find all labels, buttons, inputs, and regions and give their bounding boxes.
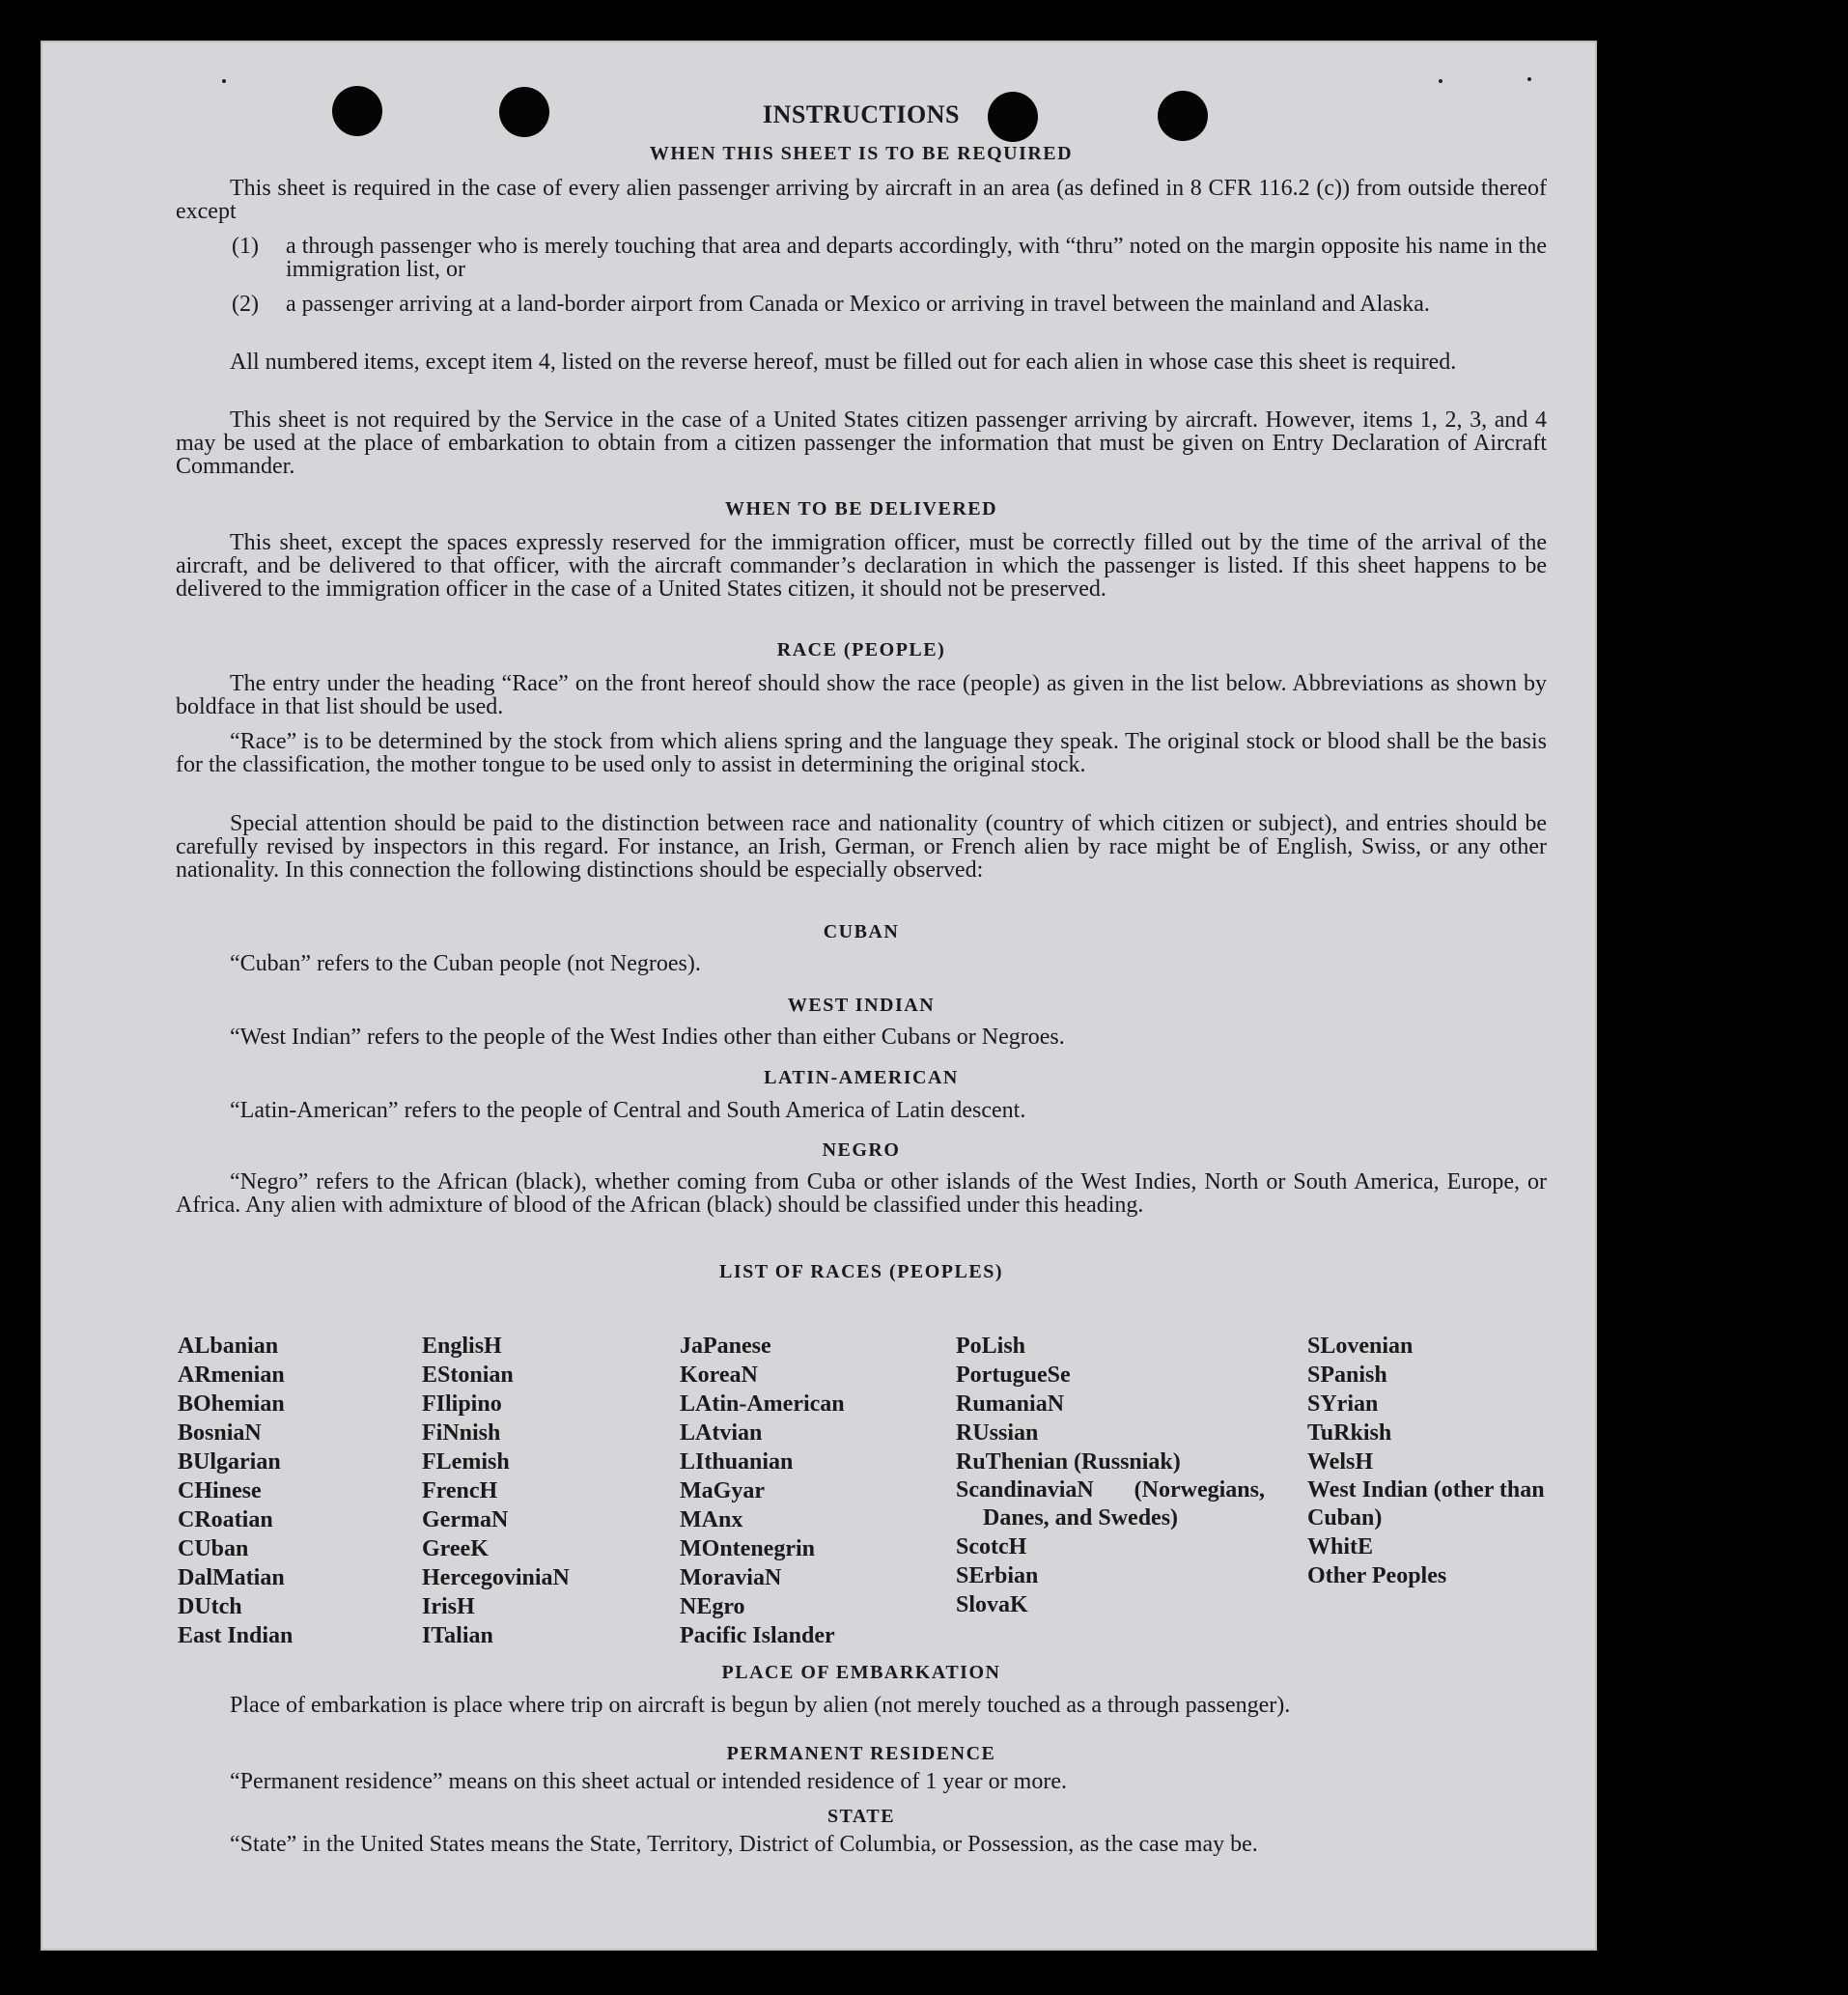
heading-latin-american: LATIN-AMERICAN [764, 1067, 959, 1088]
paragraph-race-nationality: Special attention should be paid to the distinction between race and nationality (country of which citizen or subject), and entries should be carefully revised by inspectors in this regard. For instance, an Irish, German, or French alien by race might be of English, Swiss, or any other nationality. In this connection the following distinctions should be especially observed: [176, 811, 1547, 883]
race-entry: West Indian (other than Cuban) [1307, 1477, 1545, 1531]
race-entry: PoLish [956, 1334, 1026, 1359]
race-entry: LIthuanian [680, 1449, 794, 1475]
paragraph-west-indian: “West Indian” refers to the people of the West Indies other than either Cubans or Negroes. [230, 1025, 1065, 1050]
heading-west-indian: WEST INDIAN [787, 995, 936, 1016]
heading-race: RACE (PEOPLE) [776, 639, 946, 660]
race-entry: TuRkish [1307, 1420, 1392, 1446]
scan-speck [222, 79, 226, 83]
paragraph-state: “State” in the United States means the State, Territory, District of Columbia, or Possession, as the case may be. [230, 1832, 1258, 1857]
race-entry: ITalian [422, 1623, 493, 1648]
race-entry: ARmenian [178, 1363, 285, 1388]
race-entry: ScotcH [956, 1534, 1027, 1559]
races-column-3 [680, 1332, 845, 1650]
heading-negro: NEGRO [822, 1139, 901, 1161]
race-entry: BosniaN [178, 1420, 262, 1446]
race-entry: SPanish [1307, 1363, 1387, 1388]
race-entry: CHinese [178, 1478, 262, 1503]
paragraph-residence: “Permanent residence” means on this sheet actual or intended residence of 1 year or more. [230, 1769, 1067, 1794]
race-entry: PortugueSe [956, 1363, 1071, 1388]
race-entry: BUlgarian [178, 1449, 281, 1475]
race-entry: ScandinaviaN (Norwegians, Danes, and Swedes) [956, 1477, 1265, 1531]
race-entry: FIlipino [422, 1391, 502, 1417]
race-entry: NEgro [680, 1594, 745, 1619]
item-number: (2) [232, 292, 259, 317]
race-entry: SYrian [1307, 1391, 1379, 1417]
race-entry: LAtvian [680, 1420, 763, 1446]
heading-when-required: WHEN THIS SHEET IS TO BE REQUIRED [649, 143, 1074, 164]
race-entry: DalMatian [178, 1565, 285, 1590]
race-entry: SLovenian [1307, 1334, 1414, 1359]
item-text: a through passenger who is merely touching that area and departs accordingly, with “thru” noted on the margin opposite his name in the immigration list, or [286, 234, 1547, 282]
race-entry: WhitE [1307, 1534, 1374, 1559]
race-entry: Pacific Islander [680, 1623, 835, 1648]
races-column-5 [1307, 1332, 1553, 1590]
race-entry: HercegoviniaN [422, 1565, 570, 1590]
race-entry: MoraviaN [680, 1565, 782, 1590]
race-entry: RuThenian (Russniak) [956, 1449, 1181, 1475]
races-column-1 [178, 1332, 293, 1650]
heading-list-of-races: LIST OF RACES (PEOPLES) [718, 1261, 1003, 1282]
race-entry: MOntenegrin [680, 1536, 815, 1561]
list-item [232, 234, 1547, 282]
paragraph-race-entry: The entry under the heading “Race” on the front hereof should show the race (people) as given in the list below. Abbreviations as shown by boldface in that list should be used. [176, 671, 1547, 719]
race-entry: SErbian [956, 1563, 1039, 1588]
race-entry: JaPanese [680, 1334, 771, 1359]
heading-state: STATE [826, 1806, 896, 1827]
heading-cuban: CUBAN [823, 921, 900, 942]
page-title: INSTRUCTIONS [763, 100, 960, 128]
race-entry: LAtin-American [680, 1391, 845, 1417]
race-entry: East Indian [178, 1623, 294, 1648]
race-entry: SlovaK [956, 1592, 1028, 1617]
race-entry: GreeK [422, 1536, 489, 1561]
race-entry: EnglisH [422, 1334, 502, 1359]
item-text: a passenger arriving at a land-border airport from Canada or Mexico or arriving in travel between the mainland and Alaska. [286, 292, 1430, 317]
race-entry: RumaniaN [956, 1391, 1065, 1417]
race-entry: WelsH [1307, 1449, 1374, 1475]
document-page [41, 41, 1597, 1951]
scan-speck [1527, 77, 1531, 81]
paragraph-delivered: This sheet, except the spaces expressly reserved for the immigration officer, must be correctly filled out by the time of the arrival of the aircraft, and be delivered to that officer, with the aircraft commander’s declaration in which the passenger is listed. If this sheet happens to be delivered to the immigration officer in the case of a United States citizen, it should not be preserved. [176, 530, 1547, 602]
race-entry: BOhemian [178, 1391, 285, 1417]
race-entry: FrencH [422, 1478, 498, 1503]
paragraph-embarkation: Place of embarkation is place where trip on aircraft is begun by alien (not merely touched as a through passenger). [230, 1693, 1291, 1718]
race-entry: IrisH [422, 1594, 475, 1619]
item-number: (1) [232, 234, 259, 259]
race-entry: FiNnish [422, 1420, 501, 1446]
race-entry: ALbanian [178, 1334, 279, 1359]
race-entry: GermaN [422, 1507, 509, 1532]
heading-permanent-residence: PERMANENT RESIDENCE [726, 1743, 996, 1764]
paragraph-latin-american: “Latin-American” refers to the people of Central and South America of Latin descent. [230, 1098, 1026, 1123]
paragraph-cuban: “Cuban” refers to the Cuban people (not Negroes). [230, 951, 701, 976]
paragraph-citizen: This sheet is not required by the Service in the case of a United States citizen passenger arriving by aircraft. However, items 1, 2, 3, and 4 may be used at the place of embarkation to obtain from a citizen passenger the information that must be given on Entry Declaration of Aircraft Commander. [176, 407, 1547, 479]
scan-speck [1439, 79, 1442, 83]
race-entry: MAnx [680, 1507, 743, 1532]
race-entry: EStonian [422, 1363, 514, 1388]
race-entry: FLemish [422, 1449, 510, 1475]
race-entry: Other Peoples [1307, 1563, 1447, 1588]
race-entry: RUssian [956, 1420, 1039, 1446]
race-entry: CRoatian [178, 1507, 273, 1532]
race-entry: KoreaN [680, 1363, 758, 1388]
races-column-2 [422, 1332, 570, 1650]
race-entry: CUban [178, 1536, 249, 1561]
heading-when-delivered: WHEN TO BE DELIVERED [724, 498, 998, 520]
heading-place-of-embarkation: PLACE OF EMBARKATION [721, 1662, 1001, 1683]
paragraph-numbered-items: All numbered items, except item 4, listed on the reverse hereof, must be filled out for each alien in whose case this sheet is required. [230, 350, 1457, 375]
list-item [232, 292, 1547, 317]
race-entry: MaGyar [680, 1478, 765, 1503]
paragraph-race-stock: “Race” is to be determined by the stock from which aliens spring and the language they speak. The original stock or blood shall be the basis for the classification, the mother tongue to be used only to assist in determining the original stock. [176, 729, 1547, 777]
race-entry: DUtch [178, 1594, 242, 1619]
paragraph-required: This sheet is required in the case of every alien passenger arriving by aircraft in an area (as defined in 8 CFR 116.2 (c)) from outside thereof except [176, 176, 1547, 224]
paragraph-negro: “Negro” refers to the African (black), whether coming from Cuba or other islands of the West Indies, North or South America, Europe, or Africa. Any alien with admixture of blood of the African (black) should be classified under this heading. [176, 1169, 1547, 1218]
races-column-4 [956, 1332, 1265, 1619]
